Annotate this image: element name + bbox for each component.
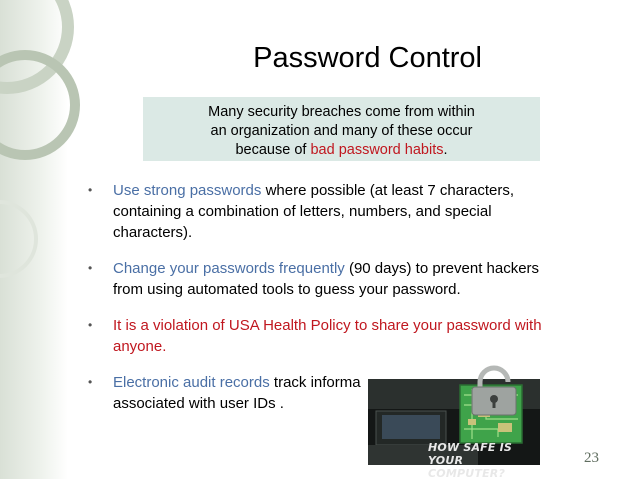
bullet-line	[113, 372, 361, 393]
bullet-highlight: Change your passwords frequently	[113, 260, 345, 277]
callout-box	[143, 97, 540, 161]
callout-line: Many security breaches come from within	[208, 104, 475, 120]
bullet-item	[88, 180, 514, 243]
photo-caption: HOW SAFE IS YOUR COMPUTER?	[428, 441, 513, 480]
bullet-item	[88, 372, 361, 414]
callout-text: .	[443, 142, 448, 158]
bullet-line	[113, 180, 514, 201]
bullet-line: anyone.	[113, 338, 167, 355]
callout-line: an organization and many of these occur	[210, 123, 473, 139]
bullet-line	[113, 258, 539, 279]
bullet-line: It is a violation of USA Health Policy to share your password with	[113, 317, 542, 334]
bullet-line: containing a combination of letters, numbers, and special	[113, 203, 492, 220]
callout-line	[143, 141, 540, 160]
slide-title	[0, 42, 586, 75]
callout-text: because of	[235, 142, 311, 158]
bullet-marker: •	[88, 183, 93, 197]
bullet-item	[88, 315, 542, 357]
bullet-line: from using automated tools to guess your password.	[113, 281, 461, 298]
bullet-line: characters).	[113, 224, 193, 241]
bullet-text: where possible (at least 7 characters,	[261, 182, 515, 199]
callout-highlight: bad password habits	[310, 142, 444, 158]
bullet-highlight: Use strong passwords	[113, 182, 262, 199]
page-number: 23	[584, 450, 599, 466]
bullet-marker: •	[88, 318, 93, 332]
security-photo	[368, 379, 540, 480]
bullet-text: track informa	[269, 374, 361, 391]
bullet-text: (90 days) to prevent hackers	[344, 260, 540, 277]
bullet-highlight: Electronic audit records	[113, 374, 270, 391]
bullet-marker: •	[88, 261, 93, 275]
bullet-marker: •	[88, 375, 93, 389]
slide-title-text: Password Control	[253, 42, 482, 74]
bullet-line: associated with user IDs .	[113, 395, 284, 412]
bullet-item	[88, 258, 539, 300]
